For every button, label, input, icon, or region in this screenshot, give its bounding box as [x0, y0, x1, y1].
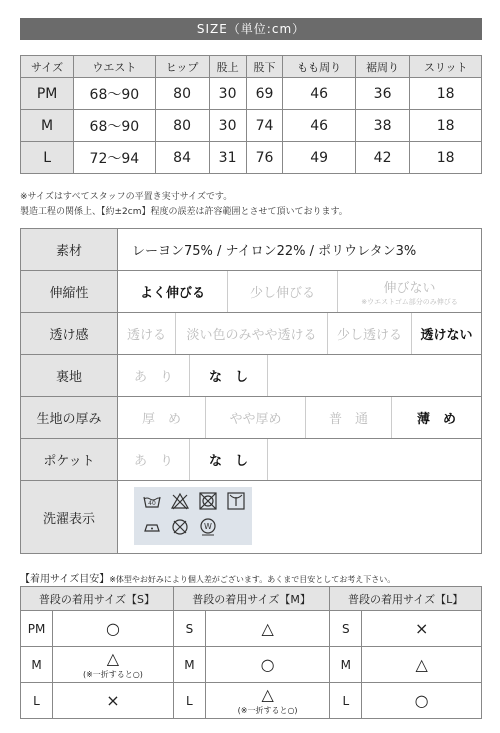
guide-size: M — [330, 647, 362, 683]
iron-low-icon — [142, 517, 162, 537]
no-bleach-icon — [170, 491, 190, 511]
size-table — [20, 55, 482, 174]
table-row — [21, 142, 482, 174]
size-cell: L — [21, 142, 74, 174]
attributes-table — [20, 228, 482, 554]
table-cell: 46 — [283, 110, 355, 142]
note-line: ※サイズはすべてスタッフの平置き実寸サイズです。 — [20, 192, 233, 202]
size-cell: M — [21, 110, 74, 142]
table-cell: 46 — [283, 78, 355, 110]
guide-mark — [205, 611, 329, 647]
fit-mark: ○ — [105, 619, 120, 638]
guide-title-note: ※体型やお好みにより個人差がございます。あくまで目安としてお考え下さい。 — [109, 575, 396, 584]
table-row — [21, 647, 482, 683]
col-header: サイズ — [21, 56, 74, 78]
guide-col-header: 普段の着用サイズ【S】 — [21, 587, 174, 611]
attr-label: 洗濯表示 — [21, 481, 118, 553]
guide-size: S — [173, 611, 205, 647]
attr-row-material — [21, 229, 481, 271]
col-header: 裾周り — [355, 56, 410, 78]
col-header: スリット — [410, 56, 482, 78]
guide-size: S — [330, 611, 362, 647]
guide-size: M — [21, 647, 53, 683]
option: 透ける — [118, 313, 176, 354]
table-cell: 80 — [155, 78, 209, 110]
option-selected: な し — [190, 439, 268, 480]
option: 普 通 — [306, 397, 392, 438]
table-cell: 36 — [355, 78, 410, 110]
attr-row-care — [21, 481, 481, 553]
attr-label: 素材 — [21, 229, 118, 270]
guide-header-row — [21, 587, 482, 611]
col-header: ウエスト — [74, 56, 155, 78]
size-table-header-row — [21, 56, 482, 78]
fit-mark: × — [414, 619, 429, 638]
attr-label: 裏地 — [21, 355, 118, 396]
wet-clean-icon — [198, 517, 218, 537]
attr-options — [118, 355, 481, 396]
guide-size: L — [21, 683, 53, 719]
fit-mark: × — [106, 691, 120, 710]
no-dry-clean-icon — [170, 517, 190, 537]
fit-mark: ○ — [260, 655, 275, 674]
table-cell: 80 — [155, 110, 209, 142]
table-row — [21, 110, 482, 142]
svg-text:40: 40 — [148, 500, 156, 507]
guide-mark — [362, 683, 482, 719]
table-cell: 31 — [209, 142, 246, 174]
guide-title — [20, 570, 395, 585]
guide-size: L — [330, 683, 362, 719]
table-cell: 49 — [283, 142, 355, 174]
attr-options — [118, 439, 481, 480]
table-row — [21, 78, 482, 110]
table-cell: 84 — [155, 142, 209, 174]
table-cell: 30 — [209, 78, 246, 110]
hand-wash-icon — [142, 491, 162, 511]
table-cell: 72〜94 — [74, 142, 155, 174]
col-header: ヒップ — [155, 56, 209, 78]
option: あ り — [118, 439, 190, 480]
table-row — [21, 683, 482, 719]
size-header: SIZE（単位:cm） — [20, 18, 482, 40]
no-tumble-dry-icon — [198, 491, 218, 511]
attr-options — [118, 313, 481, 354]
attr-row-sheer — [21, 313, 481, 355]
attr-row-thickness — [21, 397, 481, 439]
table-cell: 76 — [246, 142, 283, 174]
fit-note: (※一折すると○) — [237, 706, 298, 715]
table-cell: 18 — [410, 142, 482, 174]
svg-text:W: W — [204, 522, 212, 531]
table-cell: 42 — [355, 142, 410, 174]
guide-mark — [53, 683, 174, 719]
guide-size: L — [173, 683, 205, 719]
option: 少し透ける — [328, 313, 412, 354]
fit-mark: △ — [106, 649, 120, 668]
table-cell: 18 — [410, 78, 482, 110]
option-subnote: ※ウエストゴム部分のみ伸びる — [361, 297, 458, 306]
guide-col-header: 普段の着用サイズ【M】 — [173, 587, 329, 611]
guide-mark — [205, 683, 329, 719]
col-header: 股上 — [209, 56, 246, 78]
table-row — [21, 611, 482, 647]
option: あ り — [118, 355, 190, 396]
table-cell: 74 — [246, 110, 283, 142]
table-cell: 30 — [209, 110, 246, 142]
line-dry-icon — [226, 491, 246, 511]
note-line: 製造工程の関係上、【約±2cm】程度の誤差は許容範囲とさせて頂いております。 — [20, 207, 348, 217]
guide-mark — [53, 611, 174, 647]
option-text: 伸びない — [383, 280, 436, 296]
attr-options — [118, 271, 481, 312]
table-cell: 38 — [355, 110, 410, 142]
care-symbols — [134, 487, 252, 545]
table-cell: 68〜90 — [74, 78, 155, 110]
guide-col-header: 普段の着用サイズ【L】 — [330, 587, 482, 611]
option: 厚 め — [118, 397, 206, 438]
table-cell: 69 — [246, 78, 283, 110]
attr-options — [118, 397, 481, 438]
fit-note: (※一折すると○) — [82, 670, 143, 679]
fit-mark: ○ — [414, 691, 429, 710]
fit-mark: △ — [261, 685, 274, 704]
guide-title-text: 【着用サイズ目安】 — [20, 574, 110, 585]
guide-mark — [205, 647, 329, 683]
fit-mark: △ — [415, 655, 428, 674]
option — [338, 271, 481, 312]
guide-mark — [362, 611, 482, 647]
option-selected: 薄 め — [416, 412, 456, 427]
fit-guide-table — [20, 586, 482, 719]
attr-label: 透け感 — [21, 313, 118, 354]
table-cell: 18 — [410, 110, 482, 142]
option-selected: よく伸びる — [118, 271, 228, 312]
table-cell: 68〜90 — [74, 110, 155, 142]
option: 少し伸びる — [228, 271, 338, 312]
option: 淡い色のみやや透ける — [176, 313, 328, 354]
guide-mark — [362, 647, 482, 683]
material-value: レーヨン75% / ナイロン22% / ポリウレタン3% — [132, 244, 417, 259]
attr-label: 伸縮性 — [21, 271, 118, 312]
guide-mark — [53, 647, 174, 683]
col-header: もも周り — [283, 56, 355, 78]
attr-label: ポケット — [21, 439, 118, 480]
guide-size: M — [173, 647, 205, 683]
attr-row-lining — [21, 355, 481, 397]
attr-row-pocket — [21, 439, 481, 481]
option-selected: な し — [190, 355, 268, 396]
option-selected: 透けない — [420, 328, 473, 343]
size-cell: PM — [21, 78, 74, 110]
col-header: 股下 — [246, 56, 283, 78]
attr-row-stretch — [21, 271, 481, 313]
attr-label: 生地の厚み — [21, 397, 118, 438]
guide-size: PM — [21, 611, 53, 647]
fit-mark: △ — [261, 619, 274, 638]
size-notes — [20, 190, 348, 220]
option: やや厚め — [206, 397, 306, 438]
